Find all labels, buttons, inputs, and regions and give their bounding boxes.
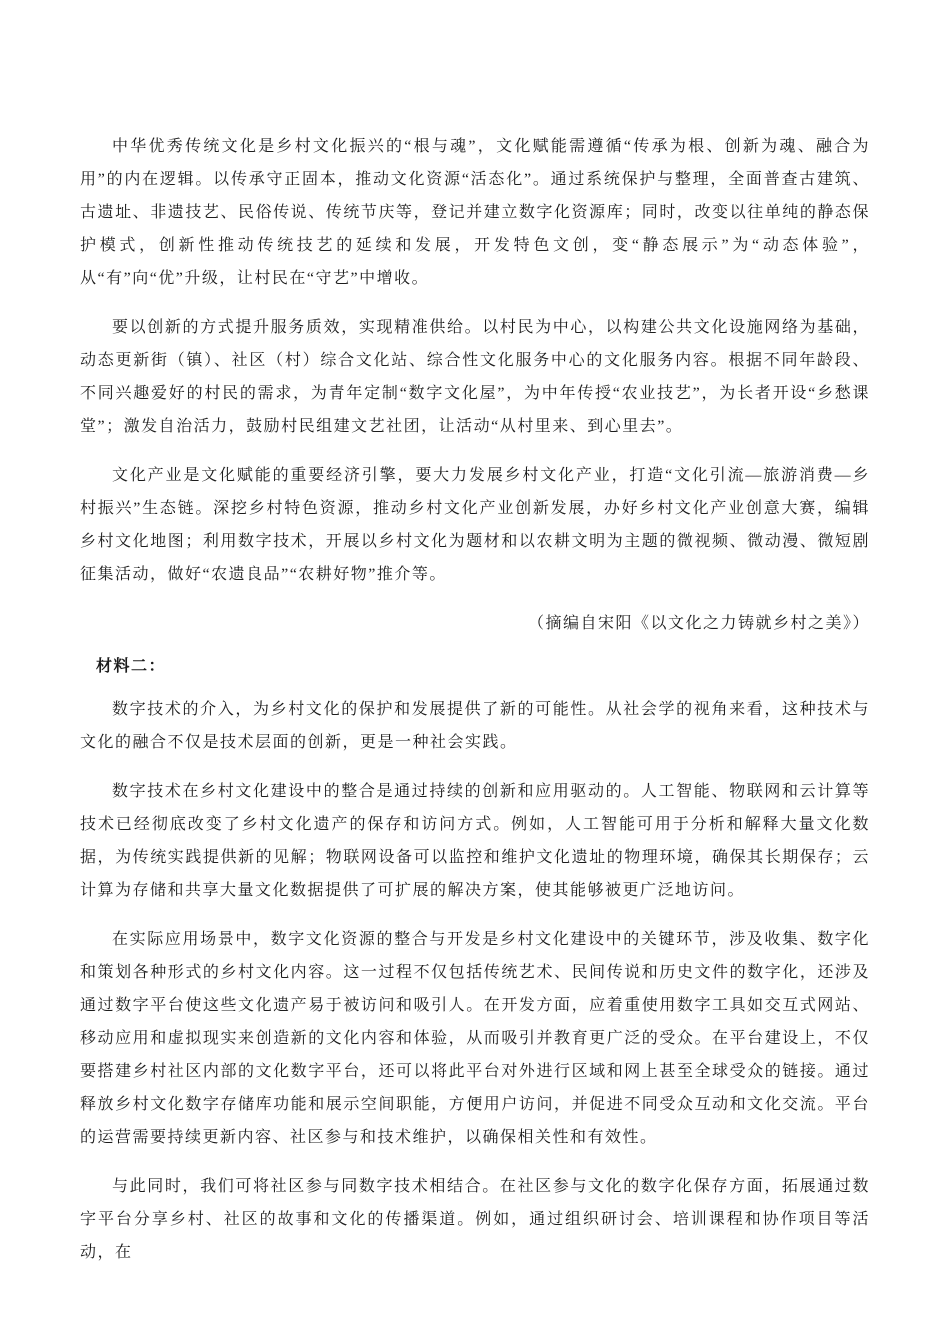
material1-attribution: （摘编自宋阳《以文化之力铸就乡村之美》） bbox=[527, 615, 870, 632]
material1-paragraph-3: 文化产业是文化赋能的重要经济引擎，要大力发展乡村文化产业，打造“文化引流—旅游消费—乡村振兴”生态链。深挖乡村特色资源，推动乡村文化产业创新发展，办好乡村文化产业创意大赛，编辑乡村文化地图；利用数字技术，开展以乡村文化为题材和以农耕文明为主题的微视频、微动漫、微短剧征集活动，做好“农遗良品”“农耕好物”推介等。 bbox=[80, 467, 870, 583]
material1-paragraph-2: 要以创新的方式提升服务质效，实现精准供给。以村民为中心，以构建公共文化设施网络为基础，动态更新街（镇）、社区（村）综合文化站、综合性文化服务中心的文化服务内容。根据不同年龄段、不同兴趣爱好的村民的需求，为青年定制“数字文化屋”，为中年传授“农业技艺”，为长者开设“乡愁课堂”；激发自治活力，鼓励村民组建文艺社团，让活动“从村里来、到心里去”。 bbox=[80, 319, 870, 435]
material1-paragraph-1: 中华优秀传统文化是乡村文化振兴的“根与魂”，文化赋能需遵循“传承为根、创新为魂、融合为用”的内在逻辑。以传承守正固本，推动文化资源“活态化”。通过系统保护与整理，全面普查古建筑、古遗址、非遗技艺、民俗传说、传统节庆等，登记并建立数字化资源库；同时，改变以往单纯的静态保护模式，创新性推动传统技艺的延续和发展，开发特色文创，变“静态展示”为“动态体验”，从“有”向“优”升级，让村民在“守艺”中增收。 bbox=[80, 138, 870, 287]
material2-paragraph-1: 数字技术的介入，为乡村文化的保护和发展提供了新的可能性。从社会学的视角来看，这种技术与文化的融合不仅是技术层面的创新，更是一种社会实践。 bbox=[80, 701, 870, 751]
material2-paragraph-3: 在实际应用场景中，数字文化资源的整合与开发是乡村文化建设中的关键环节，涉及收集、数字化和策划各种形式的乡村文化内容。这一过程不仅包括传统艺术、民间传说和历史文件的数字化，还涉及通过数字平台使这些文化遗产易于被访问和吸引人。在开发方面，应着重使用数字工具如交互式网站、移动应用和虚拟现实来创造新的文化内容和体验，从而吸引并教育更广泛的受众。在平台建设上，不仅要搭建乡村社区内部的文化数字平台，还可以将此平台对外进行区域和网上甚至全球受众的链接。通过释放乡村文化数字存储库功能和展示空间职能，方便用户访问，并促进不同受众互动和文化交流。平台的运营需要持续更新内容、社区参与和技术维护，以确保相关性和有效性。 bbox=[80, 931, 870, 1146]
material2-paragraph-2: 数字技术在乡村文化建设中的整合是通过持续的创新和应用驱动的。人工智能、物联网和云计算等技术已经彻底改变了乡村文化遗产的保存和访问方式。例如，人工智能可用于分析和解释大量文化数据，为传统实践提供新的见解；物联网设备可以监控和维护文化遗址的物理环境，确保其长期保存；云计算为存储和共享大量文化数据提供了可扩展的解决方案，使其能够被更广泛地访问。 bbox=[80, 783, 870, 899]
material2-heading: 材料二： bbox=[96, 658, 167, 675]
material2-paragraph-4: 与此同时，我们可将社区参与同数字技术相结合。在社区参与文化的数字化保存方面，拓展通过数字平台分享乡村、社区的故事和文化的传播渠道。例如，通过组织研讨会、培训课程和协作项目等活动，在 bbox=[80, 1178, 870, 1261]
